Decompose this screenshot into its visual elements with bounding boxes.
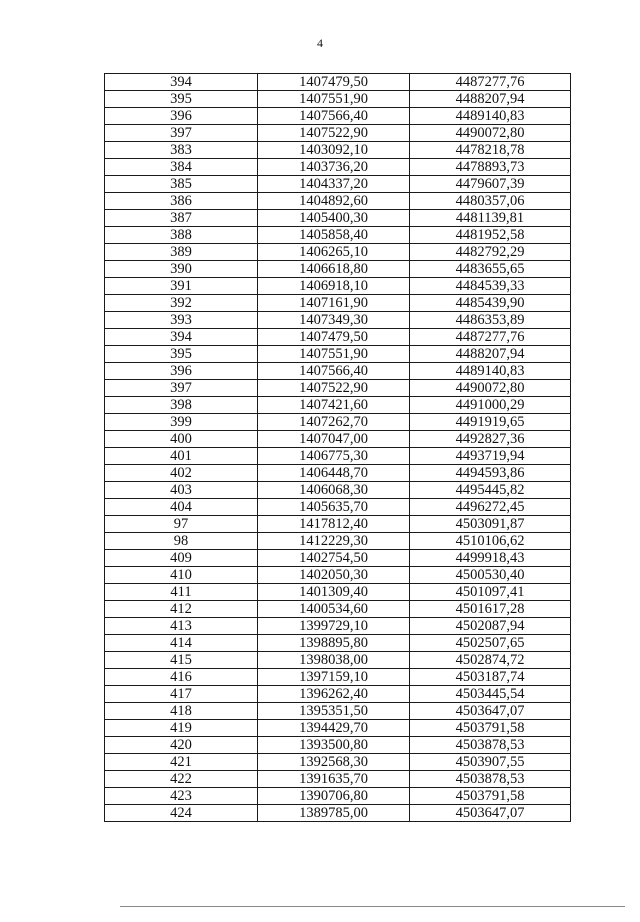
y-coordinate-cell: 4493719,94 [410,448,571,465]
point-number-cell: 387 [105,210,258,227]
table-row [105,176,571,193]
point-number-cell: 415 [105,652,258,669]
y-coordinate-cell: 4503878,53 [410,771,571,788]
table-row [105,108,571,125]
point-number-cell: 420 [105,737,258,754]
x-coordinate-cell: 1407522,90 [258,125,410,142]
table-row [105,788,571,805]
y-coordinate-cell: 4488207,94 [410,346,571,363]
point-number-cell: 396 [105,108,258,125]
y-coordinate-cell: 4485439,90 [410,295,571,312]
x-coordinate-cell: 1407566,40 [258,363,410,380]
table-row [105,669,571,686]
y-coordinate-cell: 4503445,54 [410,686,571,703]
x-coordinate-cell: 1393500,80 [258,737,410,754]
y-coordinate-cell: 4503907,55 [410,754,571,771]
y-coordinate-cell: 4481139,81 [410,210,571,227]
x-coordinate-cell: 1407349,30 [258,312,410,329]
x-coordinate-cell: 1407047,00 [258,431,410,448]
y-coordinate-cell: 4501617,28 [410,601,571,618]
x-coordinate-cell: 1398038,00 [258,652,410,669]
table-row [105,771,571,788]
x-coordinate-cell: 1407262,70 [258,414,410,431]
y-coordinate-cell: 4503647,07 [410,703,571,720]
y-coordinate-cell: 4495445,82 [410,482,571,499]
point-number-cell: 423 [105,788,258,805]
x-coordinate-cell: 1406775,30 [258,448,410,465]
x-coordinate-cell: 1406265,10 [258,244,410,261]
x-coordinate-cell: 1407421,60 [258,397,410,414]
point-number-cell: 411 [105,584,258,601]
x-coordinate-cell: 1392568,30 [258,754,410,771]
table-row [105,125,571,142]
y-coordinate-cell: 4483655,65 [410,261,571,278]
y-coordinate-cell: 4503187,74 [410,669,571,686]
x-coordinate-cell: 1407522,90 [258,380,410,397]
table-row [105,499,571,516]
table-row [105,465,571,482]
point-number-cell: 424 [105,805,258,822]
point-number-cell: 389 [105,244,258,261]
y-coordinate-cell: 4491919,65 [410,414,571,431]
table-row [105,329,571,346]
point-number-cell: 409 [105,550,258,567]
y-coordinate-cell: 4502507,65 [410,635,571,652]
y-coordinate-cell: 4503647,07 [410,805,571,822]
table-row [105,346,571,363]
point-number-cell: 392 [105,295,258,312]
table-row [105,482,571,499]
x-coordinate-cell: 1406448,70 [258,465,410,482]
x-coordinate-cell: 1399729,10 [258,618,410,635]
table-row [105,703,571,720]
point-number-cell: 394 [105,74,258,91]
point-number-cell: 98 [105,533,258,550]
point-number-cell: 402 [105,465,258,482]
point-number-cell: 397 [105,380,258,397]
x-coordinate-cell: 1406918,10 [258,278,410,295]
table-row [105,652,571,669]
x-coordinate-cell: 1407479,50 [258,74,410,91]
point-number-cell: 417 [105,686,258,703]
y-coordinate-cell: 4500530,40 [410,567,571,584]
table-row [105,142,571,159]
table-row [105,584,571,601]
y-coordinate-cell: 4489140,83 [410,363,571,380]
coordinates-table-body [105,74,571,822]
table-row [105,686,571,703]
table-row [105,397,571,414]
y-coordinate-cell: 4502874,72 [410,652,571,669]
x-coordinate-cell: 1402754,50 [258,550,410,567]
point-number-cell: 400 [105,431,258,448]
table-row [105,210,571,227]
point-number-cell: 410 [105,567,258,584]
y-coordinate-cell: 4491000,29 [410,397,571,414]
point-number-cell: 404 [105,499,258,516]
y-coordinate-cell: 4487277,76 [410,74,571,91]
y-coordinate-cell: 4481952,58 [410,227,571,244]
y-coordinate-cell: 4503791,58 [410,788,571,805]
point-number-cell: 390 [105,261,258,278]
y-coordinate-cell: 4496272,45 [410,499,571,516]
table-row [105,380,571,397]
point-number-cell: 393 [105,312,258,329]
point-number-cell: 418 [105,703,258,720]
table-row [105,312,571,329]
point-number-cell: 388 [105,227,258,244]
y-coordinate-cell: 4490072,80 [410,125,571,142]
y-coordinate-cell: 4482792,29 [410,244,571,261]
y-coordinate-cell: 4479607,39 [410,176,571,193]
x-coordinate-cell: 1405635,70 [258,499,410,516]
x-coordinate-cell: 1406068,30 [258,482,410,499]
x-coordinate-cell: 1405400,30 [258,210,410,227]
table-row [105,533,571,550]
x-coordinate-cell: 1398895,80 [258,635,410,652]
point-number-cell: 396 [105,363,258,380]
x-coordinate-cell: 1400534,60 [258,601,410,618]
x-coordinate-cell: 1394429,70 [258,720,410,737]
point-number-cell: 398 [105,397,258,414]
point-number-cell: 397 [105,125,258,142]
table-row [105,567,571,584]
x-coordinate-cell: 1396262,40 [258,686,410,703]
table-row [105,720,571,737]
table-row [105,363,571,380]
point-number-cell: 419 [105,720,258,737]
table-row [105,754,571,771]
table-row [105,227,571,244]
point-number-cell: 384 [105,159,258,176]
y-coordinate-cell: 4503791,58 [410,720,571,737]
point-number-cell: 413 [105,618,258,635]
y-coordinate-cell: 4503878,53 [410,737,571,754]
y-coordinate-cell: 4478218,78 [410,142,571,159]
point-number-cell: 421 [105,754,258,771]
x-coordinate-cell: 1404892,60 [258,193,410,210]
y-coordinate-cell: 4480357,06 [410,193,571,210]
y-coordinate-cell: 4490072,80 [410,380,571,397]
point-number-cell: 416 [105,669,258,686]
x-coordinate-cell: 1395351,50 [258,703,410,720]
table-row [105,618,571,635]
point-number-cell: 386 [105,193,258,210]
point-number-cell: 395 [105,346,258,363]
point-number-cell: 394 [105,329,258,346]
table-row [105,550,571,567]
point-number-cell: 97 [105,516,258,533]
table-row [105,74,571,91]
table-row [105,261,571,278]
y-coordinate-cell: 4503091,87 [410,516,571,533]
x-coordinate-cell: 1397159,10 [258,669,410,686]
y-coordinate-cell: 4484539,33 [410,278,571,295]
point-number-cell: 412 [105,601,258,618]
table-row [105,601,571,618]
x-coordinate-cell: 1403092,10 [258,142,410,159]
table-row [105,193,571,210]
point-number-cell: 422 [105,771,258,788]
table-row [105,414,571,431]
table-row [105,244,571,261]
y-coordinate-cell: 4499918,43 [410,550,571,567]
point-number-cell: 385 [105,176,258,193]
x-coordinate-cell: 1406618,80 [258,261,410,278]
y-coordinate-cell: 4502087,94 [410,618,571,635]
point-number-cell: 414 [105,635,258,652]
point-number-cell: 395 [105,91,258,108]
x-coordinate-cell: 1405858,40 [258,227,410,244]
y-coordinate-cell: 4487277,76 [410,329,571,346]
x-coordinate-cell: 1412229,30 [258,533,410,550]
page-bottom-rule [120,906,625,907]
point-number-cell: 403 [105,482,258,499]
table-row [105,295,571,312]
x-coordinate-cell: 1407566,40 [258,108,410,125]
y-coordinate-cell: 4486353,89 [410,312,571,329]
table-row [105,635,571,652]
x-coordinate-cell: 1417812,40 [258,516,410,533]
x-coordinate-cell: 1407551,90 [258,346,410,363]
table-row [105,448,571,465]
x-coordinate-cell: 1404337,20 [258,176,410,193]
y-coordinate-cell: 4494593,86 [410,465,571,482]
x-coordinate-cell: 1407551,90 [258,91,410,108]
x-coordinate-cell: 1401309,40 [258,584,410,601]
point-number-cell: 399 [105,414,258,431]
table-row [105,159,571,176]
x-coordinate-cell: 1390706,80 [258,788,410,805]
point-number-cell: 401 [105,448,258,465]
y-coordinate-cell: 4492827,36 [410,431,571,448]
y-coordinate-cell: 4478893,73 [410,159,571,176]
x-coordinate-cell: 1391635,70 [258,771,410,788]
page-number: 4 [317,36,323,50]
table-row [105,737,571,754]
table-row [105,278,571,295]
y-coordinate-cell: 4489140,83 [410,108,571,125]
point-number-cell: 391 [105,278,258,295]
table-row [105,431,571,448]
x-coordinate-cell: 1407161,90 [258,295,410,312]
table-row [105,805,571,822]
y-coordinate-cell: 4510106,62 [410,533,571,550]
y-coordinate-cell: 4501097,41 [410,584,571,601]
x-coordinate-cell: 1389785,00 [258,805,410,822]
table-row [105,91,571,108]
x-coordinate-cell: 1403736,20 [258,159,410,176]
y-coordinate-cell: 4488207,94 [410,91,571,108]
x-coordinate-cell: 1402050,30 [258,567,410,584]
point-number-cell: 383 [105,142,258,159]
coordinates-table [104,73,571,822]
x-coordinate-cell: 1407479,50 [258,329,410,346]
table-row [105,516,571,533]
